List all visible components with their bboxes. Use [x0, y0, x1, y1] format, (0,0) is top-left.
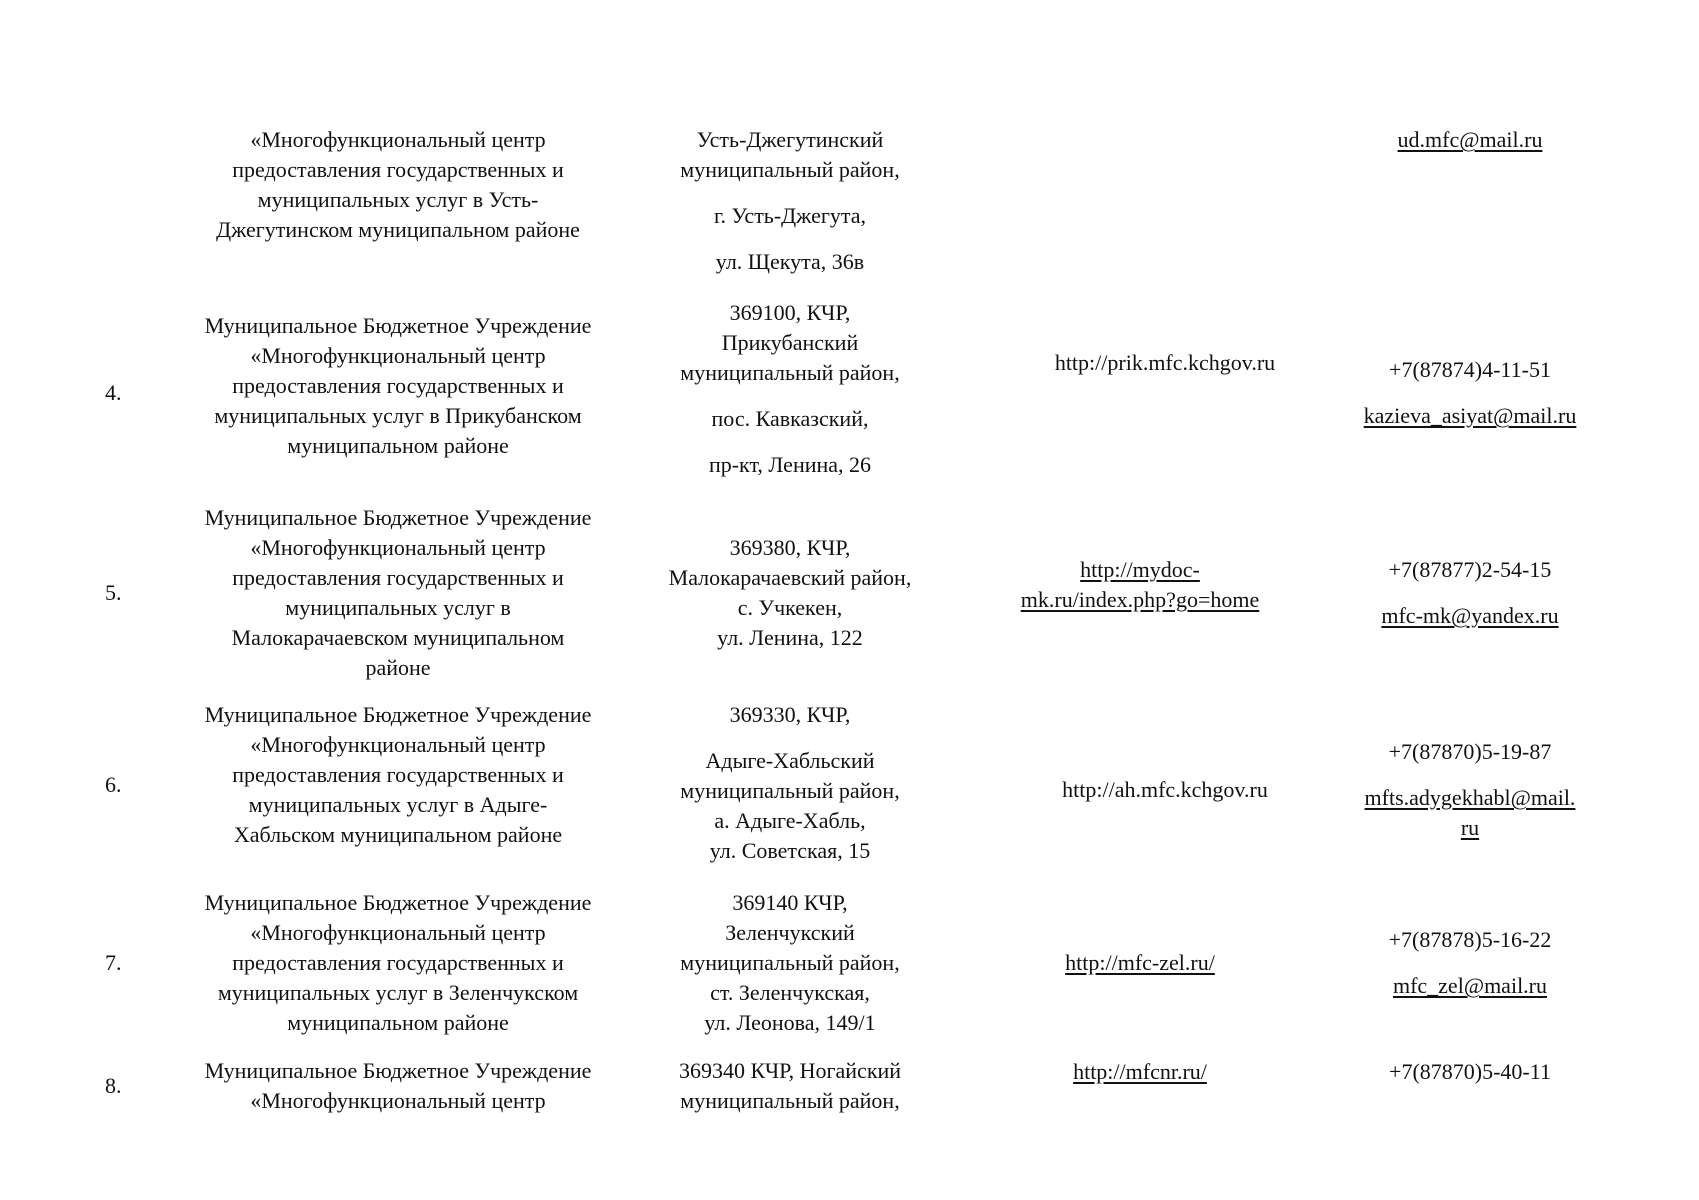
phone-number: +7(87870)5-19-87: [1388, 739, 1552, 764]
organization-name: Муниципальное Бюджетное Учреждение «Многофункциональный центр предоставления государственных и муниципальных услуг в Малокарачаевском муниципальном районе: [204, 505, 592, 680]
address: 369340 КЧР, Ногайский муниципальный район,: [678, 1058, 902, 1113]
website-link[interactable]: http://prik.mfc.kchgov.ru: [1054, 350, 1276, 375]
email-link-continued[interactable]: ru: [1460, 815, 1480, 840]
table-row: [0, 888, 1699, 1038]
website: [975, 298, 1355, 428]
row-number: 8.: [105, 1073, 122, 1098]
organization-name: «Многофункциональный центр предоставления государственных и муниципальных услуг в Усть- Джегутинском муниципальном районе: [216, 127, 580, 242]
row-number: 4.: [105, 380, 122, 405]
row-number: 6.: [105, 772, 122, 797]
row-number: 7.: [105, 950, 122, 975]
phone-number: +7(87878)5-16-22: [1388, 927, 1552, 952]
address: 369100, КЧР, Прикубанский муниципальный район, пос. Кавказский, пр-кт, Ленина, 26: [680, 300, 900, 477]
website-link[interactable]: http://mfc-zel.ru/: [1065, 950, 1215, 975]
website: [950, 1055, 1330, 1089]
contacts: [1325, 918, 1615, 1008]
table-row: [0, 1055, 1699, 1117]
website: [950, 553, 1330, 617]
organization-name: Муниципальное Бюджетное Учреждение «Многофункциональный центр: [204, 1058, 592, 1113]
phone-number: +7(87874)4-11-51: [1389, 357, 1551, 382]
address: Усть-Джегутинский муниципальный район, г. Усть-Джегута, ул. Щекута, 36в: [680, 127, 900, 274]
address: 369330, КЧР, Адыге-Хабльский муниципальный район, а. Адыге-Хабль, ул. Советская, 15: [680, 702, 900, 863]
email-link[interactable]: mfc_zel@mail.ru: [1392, 973, 1548, 998]
email-link[interactable]: ud.mfc@mail.ru: [1397, 127, 1543, 152]
website-link[interactable]: http://ah.mfc.kchgov.ru: [1062, 777, 1268, 802]
website-link-continued[interactable]: mk.ru/index.php?go=home: [1020, 587, 1260, 612]
email-link[interactable]: mfts.adygekhabl@mail.: [1364, 785, 1576, 810]
contacts: [1325, 1055, 1615, 1089]
website: [975, 760, 1355, 820]
email-link[interactable]: mfc-mk@yandex.ru: [1381, 603, 1559, 628]
contacts: [1325, 348, 1615, 438]
phone-number: +7(87877)2-54-15: [1388, 557, 1552, 582]
address: 369380, КЧР, Малокарачаевский район, с. Учкекен, ул. Ленина, 122: [668, 535, 912, 650]
email-link[interactable]: kazieva_asiyat@mail.ru: [1363, 403, 1577, 428]
contacts: [1325, 548, 1615, 638]
contacts: [1325, 730, 1615, 850]
table-row: [0, 125, 1699, 285]
organization-name: Муниципальное Бюджетное Учреждение «Многофункциональный центр предоставления государственных и муниципальных услуг в Адыге- Хабльском муниципальном районе: [204, 702, 592, 847]
organization-name: Муниципальное Бюджетное Учреждение «Многофункциональный центр предоставления государственных и муниципальных услуг в Зеленчукском муниципальном районе: [204, 890, 592, 1035]
website-link[interactable]: http://mydoc-: [1080, 557, 1200, 582]
table-row: [0, 700, 1699, 870]
organization-name: Муниципальное Бюджетное Учреждение «Многофункциональный центр предоставления государственных и муниципальных услуг в Прикубанском муниципальном районе: [204, 313, 592, 458]
phone-number: +7(87870)5-40-11: [1389, 1059, 1551, 1084]
row-number: 5.: [105, 580, 122, 605]
website: [950, 933, 1330, 993]
website-link[interactable]: http://mfcnr.ru/: [1073, 1059, 1207, 1084]
table-row: [0, 298, 1699, 488]
table-row: [0, 503, 1699, 683]
address: 369140 КЧР, Зеленчукский муниципальный район, ст. Зеленчукская, ул. Леонова, 149/1: [680, 890, 900, 1035]
contacts: [1325, 125, 1615, 165]
